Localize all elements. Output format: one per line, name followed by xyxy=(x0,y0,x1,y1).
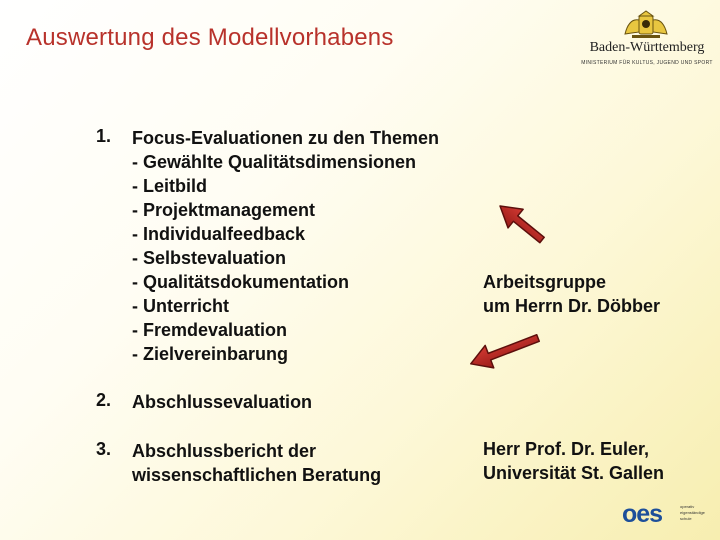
annotation-line: Universität St. Gallen xyxy=(483,463,665,483)
annotation-arbeitsgruppe xyxy=(483,270,660,318)
annotation-line: Arbeitsgruppe xyxy=(483,272,607,292)
sub-item: - Fremdevaluation xyxy=(132,320,288,340)
sub-item: - Unterricht xyxy=(132,296,230,316)
item-text: Abschlussevaluation xyxy=(132,392,313,412)
annotation-line: Herr Prof. Dr. Euler, xyxy=(483,439,650,459)
item-number: 1. xyxy=(96,126,112,146)
sub-item: - Projektmanagement xyxy=(132,200,316,220)
sub-item: - Leitbild xyxy=(132,176,207,196)
arrow-lower-icon xyxy=(466,327,542,375)
sub-item: - Gewählte Qualitätsdimensionen xyxy=(132,152,417,172)
oes-logo-tagline: operativ eigenständige schule xyxy=(680,504,705,521)
item-number: 3. xyxy=(96,439,112,459)
sub-item: - Zielvereinbarung xyxy=(132,344,289,364)
slide-title: Auswertung des Modellvorhabens xyxy=(26,24,394,51)
annotation-line: um Herrn Dr. Döbber xyxy=(483,296,661,316)
oes-logo xyxy=(622,500,705,530)
item-text: Focus-Evaluationen zu den Themen xyxy=(132,128,440,148)
sub-item: - Selbstevaluation xyxy=(132,248,287,268)
logo-name: Baden-Württemberg xyxy=(589,40,705,55)
item-text-continued: wissenschaftlichen Beratung xyxy=(132,465,382,485)
logo-subtitle: MINISTERIUM FÜR KULTUS, JUGEND UND SPORT xyxy=(581,60,713,66)
sub-item: - Individualfeedback xyxy=(132,224,306,244)
item-text: Abschlussbericht der xyxy=(132,441,317,461)
arrow-upper-icon xyxy=(492,197,549,250)
oes-logo-letters: oes xyxy=(622,500,663,528)
annotation-euler xyxy=(483,437,664,485)
sub-item: - Qualitätsdokumentation xyxy=(132,272,350,292)
item-number: 2. xyxy=(96,390,112,410)
